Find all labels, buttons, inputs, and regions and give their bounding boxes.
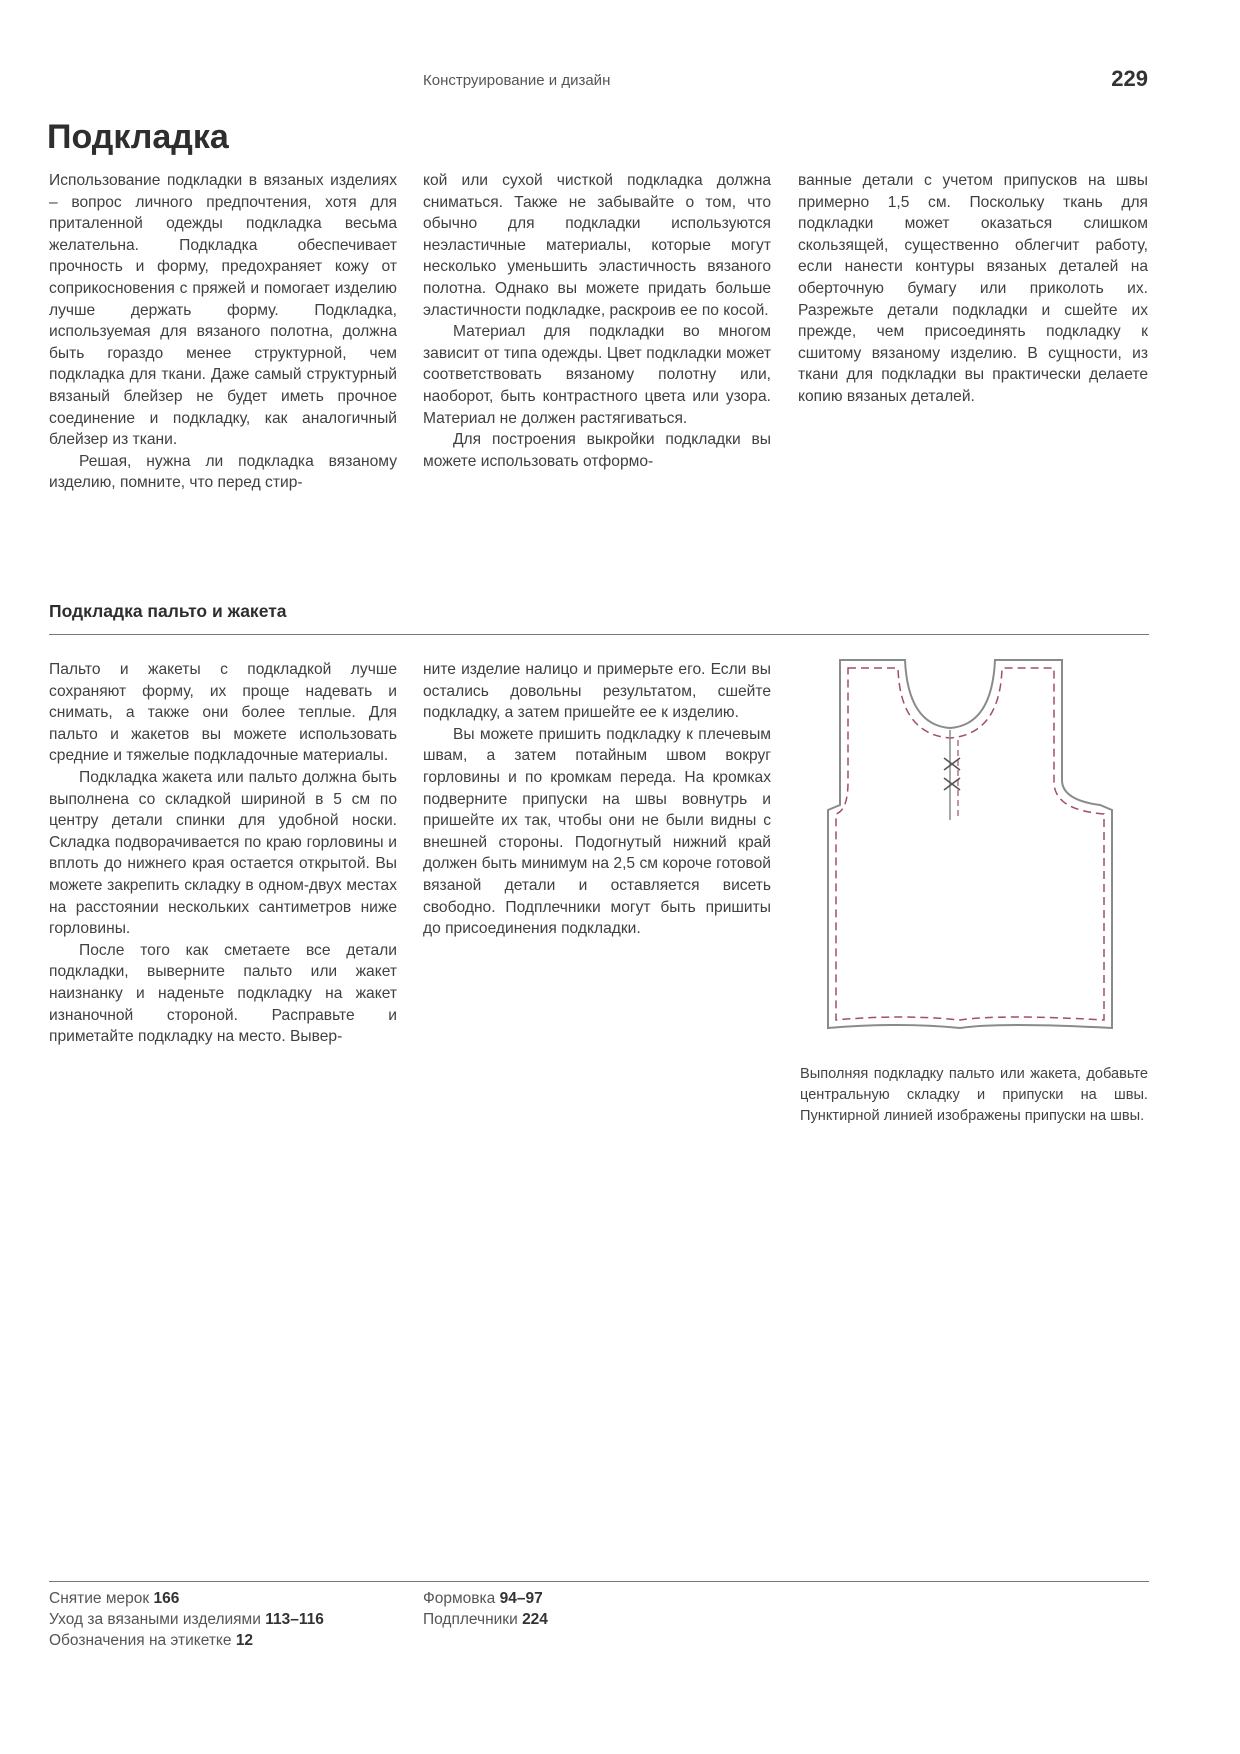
footer-references-left: [49, 1588, 324, 1651]
paragraph: Вы можете пришить подкладку к плечевым швам, а затем потайным швом вокруг горловины и по кромкам переда. На кромках подверните припуски на швы вовнутрь и пришейте их так, чтобы они не были видны с внешней стороны. Подогнутый нижний край должен быть минимум на 2,5 см короче готовой вязаной детали и оставляется висеть свободно. Подплечники могут быть пришиты до присоединения подкладки.: [423, 725, 771, 938]
paragraph: ванные детали с учетом припусков на швы примерно 1,5 см. Поскольку ткань для подкладки может оказаться слишком скользящей, существенно облегчит работу, если нанести контуры вязаных деталей на оберточную бумагу или приколоть их. Разрежьте детали подкладки и сшейте их прежде, чем присоединять подкладку к сшитому вязаному изделию. В сущности, из ткани для подкладки вы практически делаете копию вязаных деталей.: [798, 172, 1148, 405]
lining-outline: [828, 660, 1112, 1028]
section-column-2: [423, 170, 771, 472]
subsection-column-2: [423, 659, 771, 940]
subsection-rule: [49, 634, 1149, 635]
paragraph: Материал для подкладки во многом зависит от типа одежды. Цвет подкладки может соответствовать вязаному полотну или, наоборот, быть контрастного цвета или узора. Материал не должен растягиваться.: [423, 323, 771, 427]
cross-reference: [49, 1630, 324, 1651]
ref-pages: 166: [153, 1590, 180, 1607]
footer-references-right: [423, 1588, 548, 1630]
ref-pages: 224: [522, 1611, 548, 1628]
ref-text: Уход за вязаными изделиями: [49, 1611, 261, 1628]
cross-reference: [423, 1588, 548, 1609]
running-head: Конструирование и дизайн: [423, 72, 611, 89]
section-column-1: [49, 170, 397, 494]
paragraph: Пальто и жакеты с подкладкой лучше сохраняют форму, их проще надевать и снимать, а также они более теплые. Для пальто и жакетов вы можете использовать средние и тяжелые подкладочные материалы.: [49, 661, 397, 765]
ref-text: Формовка: [423, 1590, 496, 1607]
paragraph: Использование подкладки в вязаных изделиях – вопрос личного предпочтения, хотя для приталенной одежды подкладка весьма желательна. Подкладка обеспечивает прочность и форму, предохраняет кожу от соприкосновения с пряжей и помогает изделию лучше держать форму. Подкладка, используемая для вязаного полотна, должна быть гораздо менее структурной, чем подкладка для ткани. Даже самый структурный вязаный блейзер не будет иметь прочное соединение и подкладку, как аналогичный блейзер из ткани.: [49, 172, 397, 449]
cross-reference: [49, 1588, 324, 1609]
ref-pages: 113–116: [265, 1611, 324, 1628]
paragraph: Подкладка жакета или пальто должна быть выполнена со складкой шириной в 5 см по центру детали спинки для удобной носки. Складка подворачивается по краю горловины и вплоть до нижнего края остается открытой. Вы можете закрепить складку в одном-двух местах на расстоянии нескольких сантиметров ниже горловины.: [49, 768, 397, 938]
ref-text: Подплечники: [423, 1611, 518, 1628]
ref-text: Снятие мерок: [49, 1590, 150, 1607]
paragraph: кой или сухой чисткой подкладка должна сниматься. Также не забывайте о том, что обычно для подкладки используются неэластичные материалы, которые могут несколько уменьшить эластичность вязаного полотна. Однако вы можете придать больше эластичности подкладке, раскроив ее по косой.: [423, 172, 771, 319]
paragraph: Решая, нужна ли подкладка вязаному изделию, помните, что перед стир-: [49, 452, 397, 492]
paragraph: После того как сметаете все детали подкладки, выверните пальто или жакет наизнанку и наденьте подкладку на жакет изнаночной стороной. Расправьте и приметайте подкладку на место. Вывер-: [49, 941, 397, 1046]
paragraph: ните изделие налицо и примерьте его. Если вы остались довольны результатом, сшейте подкладку, а затем пришейте ее к изделию.: [423, 661, 771, 722]
footer-rule: [49, 1581, 1149, 1582]
ref-pages: 12: [235, 1632, 254, 1649]
cross-reference: [49, 1609, 324, 1630]
subsection-column-1: [49, 659, 397, 1048]
section-title: Подкладка: [47, 118, 229, 156]
cross-reference: [423, 1609, 548, 1630]
ref-pages: 94–97: [499, 1590, 543, 1607]
section-column-3: [798, 170, 1148, 408]
lining-pattern-figure: [800, 650, 1150, 1050]
paragraph: Для построения выкройки подкладки вы можете использовать отформо-: [423, 431, 771, 470]
figure-caption: Выполняя подкладку пальто или жакета, добавьте центральную складку и припуски на швы. Пунктирной линией изображены припуски на швы.: [800, 1066, 1148, 1124]
page-number: 229: [1111, 66, 1148, 91]
subsection-title: Подкладка пальто и жакета: [49, 601, 287, 621]
ref-text: Обозначения на этикетке: [49, 1632, 232, 1649]
